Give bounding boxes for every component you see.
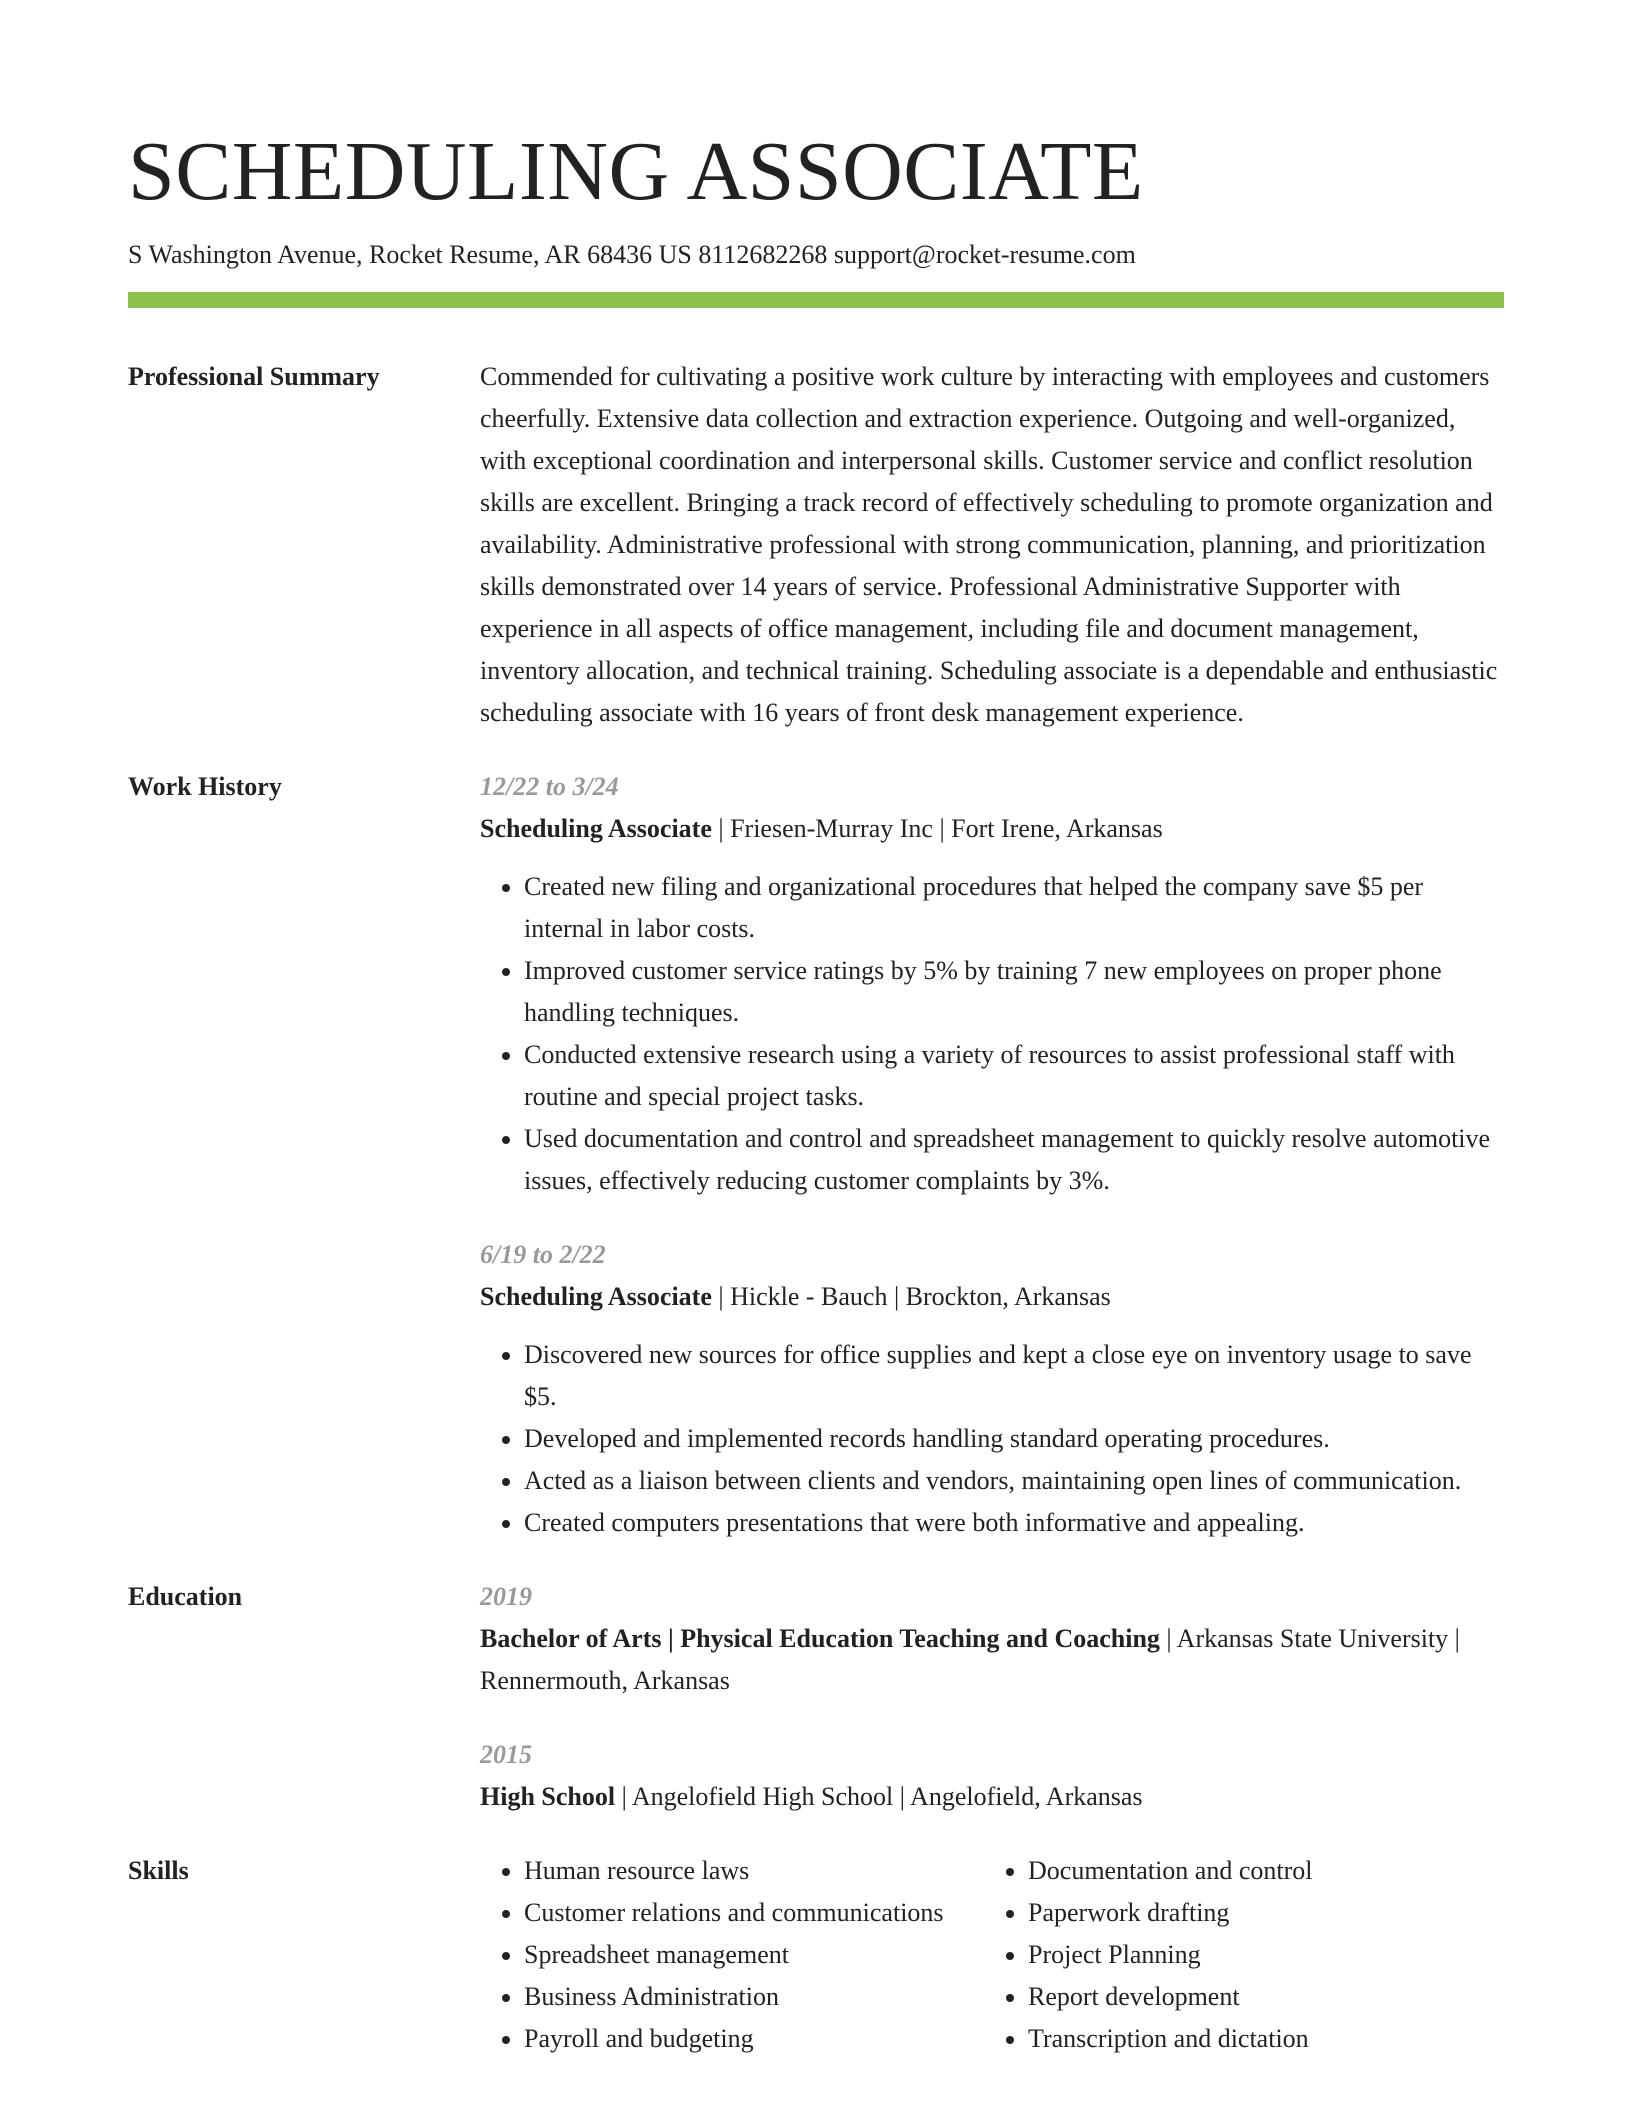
summary-text: Commended for cultivating a positive work culture by interacting with employees and customers cheerfully. Extensive data collection and extraction experience. Outgoing and well-organized, with exceptional coordination and interpersonal skills. Customer service and conflict resolution skills are excellent. Bringing a track record of effectively scheduling to promote organization and availability. Administrative professional with strong communication, planning, and prioritization skills demonstrated over 14 years of service. Professional Administrative Supporter with experience in all aspects of office management, including file and document management, inventory allocation, and technical training. Scheduling associate is a dependable and enthusiastic scheduling associate with 16 years of front desk management experience. <box>480 362 1498 727</box>
skills-body <box>480 1850 1504 2060</box>
job-bullet: • Used documentation and control and spreadsheet management to quickly resolve automotive issues, effectively reducing customer complaints by 3%. <box>524 1118 1504 1202</box>
job-bullet: • Acted as a liaison between clients and vendors, maintaining open lines of communication. <box>524 1460 1504 1502</box>
skill-item: • Payroll and budgeting <box>524 2018 984 2060</box>
education-line <box>480 1776 1504 1818</box>
education-school-location: | Arkansas State University | Rennermouth, Arkansas <box>480 1624 1460 1695</box>
job-role: Scheduling Associate <box>480 1282 712 1311</box>
skill-item: • Paperwork drafting <box>1028 1892 1488 1934</box>
job-dates: 6/19 to 2/22 <box>480 1240 606 1269</box>
job-bullet: • Created computers presentations that were both informative and appealing. <box>524 1502 1504 1544</box>
job-dates: 12/22 to 3/24 <box>480 772 619 801</box>
contact-line: S Washington Avenue, Rocket Resume, AR 68436 US 8112682268 support@rocket-resume.com <box>128 240 1136 269</box>
education-line <box>480 1618 1504 1702</box>
education-entry <box>480 1734 1504 1818</box>
skill-item: • Human resource laws <box>524 1850 984 1892</box>
job-title-line <box>480 808 1504 850</box>
skill-item: • Transcription and dictation <box>1028 2018 1488 2060</box>
education-degree: High School <box>480 1782 616 1811</box>
education-title: Education <box>128 1582 243 1611</box>
education-section <box>128 1576 1504 1818</box>
resume-page <box>128 0 1504 2060</box>
job-employer-location: | Friesen-Murray Inc | Fort Irene, Arkansas <box>711 814 1163 843</box>
job-entry <box>480 766 1504 1202</box>
job-bullet: • Developed and implemented records handling standard operating procedures. <box>524 1418 1504 1460</box>
education-year: 2019 <box>480 1582 532 1611</box>
summary-body <box>480 356 1504 734</box>
skill-item: • Project Planning <box>1028 1934 1488 1976</box>
job-entry <box>480 1234 1504 1544</box>
job-bullet: • Improved customer service ratings by 5% by training 7 new employees on proper phone handling techniques. <box>524 950 1504 1034</box>
work-history-body <box>480 766 1504 1544</box>
skills-column-right <box>984 1850 1488 2060</box>
skill-item: • Documentation and control <box>1028 1850 1488 1892</box>
job-title-line <box>480 1276 1504 1318</box>
job-bullet: • Discovered new sources for office supplies and kept a close eye on inventory usage to save $5. <box>524 1334 1504 1418</box>
summary-title: Professional Summary <box>128 362 380 391</box>
skill-item: • Customer relations and communications <box>524 1892 984 1934</box>
skills-column-left <box>480 1850 984 2060</box>
skills-grid <box>480 1850 1504 2060</box>
job-bullet: • Conducted extensive research using a variety of resources to assist professional staff with routine and special project tasks. <box>524 1034 1504 1118</box>
skills-section <box>128 1850 1504 2060</box>
work-history-title: Work History <box>128 772 282 801</box>
job-bullet: • Created new filing and organizational procedures that helped the company save $5 per internal in labor costs. <box>524 866 1504 950</box>
skills-title: Skills <box>128 1856 189 1885</box>
skill-item: • Business Administration <box>524 1976 984 2018</box>
education-body <box>480 1576 1504 1818</box>
job-employer-location: | Hickle - Bauch | Brockton, Arkansas <box>711 1282 1111 1311</box>
education-entry <box>480 1576 1504 1702</box>
education-year: 2015 <box>480 1740 532 1769</box>
education-school-location: | Angelofield High School | Angelofield, Arkansas <box>615 1782 1143 1811</box>
education-degree: Bachelor of Arts | Physical Education Teaching and Coaching <box>480 1624 1160 1653</box>
skill-item: • Report development <box>1028 1976 1488 2018</box>
work-history-section <box>128 766 1504 1544</box>
resume-name: SCHEDULING ASSOCIATE <box>128 125 1144 218</box>
job-bullets <box>480 1334 1504 1544</box>
accent-divider <box>128 292 1504 308</box>
job-bullets <box>480 866 1504 1202</box>
summary-section <box>128 356 1504 734</box>
job-role: Scheduling Associate <box>480 814 712 843</box>
skill-item: • Spreadsheet management <box>524 1934 984 1976</box>
